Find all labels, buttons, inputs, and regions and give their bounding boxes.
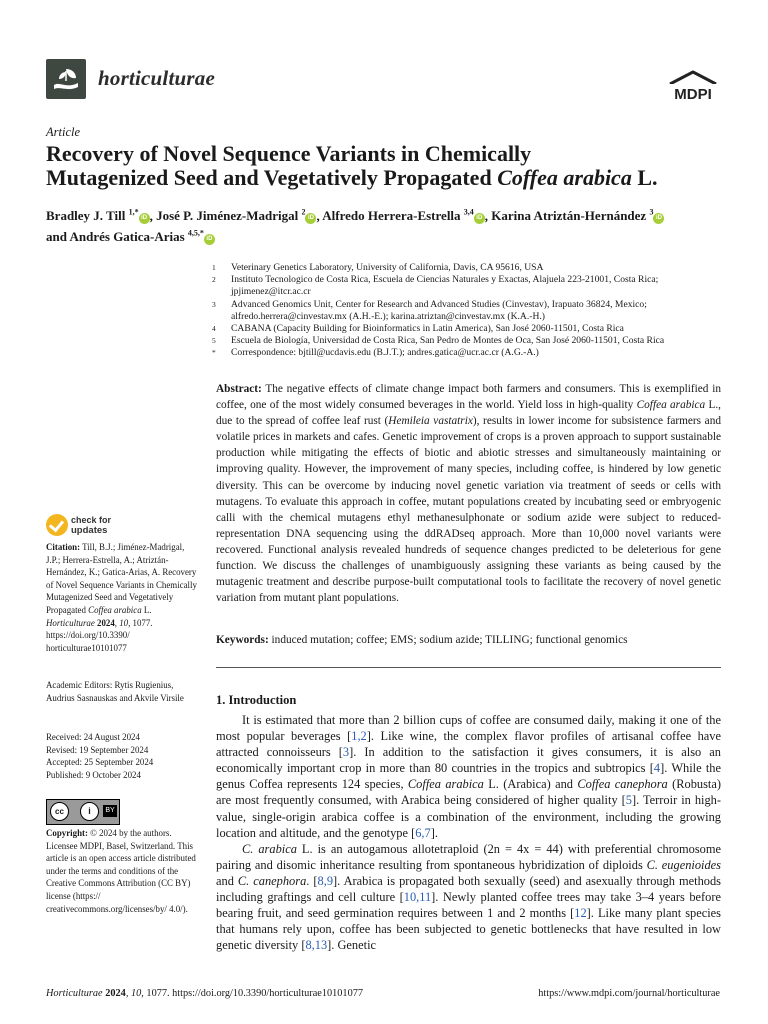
footer-doi-link[interactable]: 1077. https://doi.org/10.3390/horticulturae10101077 — [143, 988, 364, 999]
citation — [46, 541, 198, 654]
paragraph — [216, 841, 721, 954]
article-type: Article — [46, 125, 81, 139]
affiliation-text: Escuela de Biología, Universidad de Costa Rica, San Pedro de Montes de Oca, San José 2060-11501, Costa Rica — [231, 335, 665, 347]
journal-logo-icon — [46, 59, 86, 99]
cc-icon: cc — [50, 802, 69, 821]
article-title — [46, 142, 746, 190]
citation-text: Till, B.J.; Jiménez-Madrigal, J.P.; Herrera-Estrella, A.; Atriztán-Hernández, K.; Gatica-Arias, A. Recovery of Novel Sequence Variants in Chemically Mutagenized Seed and Vegetatively Propagated — [46, 542, 197, 615]
citation-link[interactable]: 4 — [653, 761, 661, 776]
abstract-label: Abstract: — [216, 383, 262, 395]
received-date: Received: 24 August 2024 — [46, 732, 140, 742]
species-name: Coffea canephora — [577, 777, 668, 792]
body-text: ]. Newly planted coffee trees may take 3–4 years before bearing fruit, and seed germination requires between 1 and 2 months [ — [216, 890, 722, 921]
body-text: ]. Like wine, the complex flavor profiles of artisanal coffee have attracted connoisseurs [ — [216, 729, 722, 760]
affiliation-text: Instituto Tecnologico de Costa Rica, Escuela de Ciencias Naturales y Exactas, Alajuela 223-21001, Costa Rica; jpjimenez@itcr.ac.cr — [231, 274, 659, 298]
orcid-icon[interactable]: iD — [653, 213, 664, 224]
published-date: Published: 9 October 2024 — [46, 769, 141, 780]
footer-year: 2024 — [102, 988, 126, 999]
body-text: L. (Arabica) and — [483, 777, 578, 792]
abstract-text: ), results in lower income for subsistence farmers and volatile prices in markets and cafes. Genetic improvement of crops is a proven approach to support sustainable production while mitigating the effects of biotic and abiotic stresses and simultaneously maintaining or improving quality. However, the improvement of many species, including coffee, is hindered by low genetic diversity. This can be overcome by inducing novel genetic variation via treatment of seeds or cells with mutagens. To evaluate this approach in coffee, mutant populations created by incubating seed or embryogenic calli with the chemical mutagens ethyl methanesulphonate or sodium azide were subject to reduced-representation DNA sequencing using the ddRADseq approach. More than 10,000 novel variants were recovered. Functional analysis revealed hundreds of sequence changes predicted to be deleterious for gene function. We discuss the challenges of unambiguously assigning these variants as being caused by the mutagenic treatment and describe purpose-built computational tools to facilitate the recovery of novel genetic variation from mutant plant populations. — [216, 415, 721, 605]
species-name: C. canephora — [237, 873, 307, 888]
abstract-text: The negative effects of climate change impact both farmers and consumers. This is exemplified in coffee, one of the most widely consumed beverages in the world. Yield loss in high-quality — [216, 383, 721, 412]
abstract-text: L., due to the spread of coffee leaf rust ( — [216, 399, 721, 428]
author-separator: , — [149, 208, 157, 224]
body-text: ]. Like many plant species that humans rely upon, coffee has been subjected to genetic bottlenecks that have resulted in low genetic diversity [ — [216, 906, 721, 953]
body-text: ]. While the genus Coffea represents 124 species, — [216, 761, 721, 792]
check-icon — [46, 514, 68, 536]
footer-citation — [46, 988, 363, 999]
affiliation — [212, 323, 724, 335]
citation-journal: Horticulturae — [46, 617, 95, 628]
check-label: updates — [71, 525, 108, 536]
author-list — [46, 204, 746, 245]
accepted-date: Accepted: 25 September 2024 — [46, 757, 154, 768]
keywords-label: Keywords: — [216, 634, 269, 646]
check-label: check for — [71, 515, 112, 525]
publisher-name: MDPI — [674, 86, 712, 103]
section-divider — [216, 667, 721, 668]
copyright — [46, 827, 198, 915]
footer-journal: Horticulturae — [46, 988, 103, 999]
citation-link[interactable]: 5 — [625, 793, 632, 808]
affiliation — [212, 274, 724, 298]
affiliation-number: * — [212, 348, 216, 358]
cc-by-license-badge[interactable] — [46, 799, 120, 825]
species-name: Coffea arabica — [407, 777, 484, 792]
title-line-1: Recovery of Novel Sequence Variants in Chemically — [46, 141, 532, 166]
copyright-text: © 2024 by the authors. Licensee MDPI, Basel, Switzerland. This article is an open access article distributed under the terms and conditions of the Creative Commons Attribution (CC BY) license (https:// creativecommons.org/licenses/by/ 4.0/). — [46, 828, 196, 914]
citation-link[interactable]: 12 — [574, 906, 587, 921]
species-name: C. eugenioides — [646, 857, 721, 872]
affiliation-number: 1 — [212, 263, 216, 272]
title-text: Mutagenized Seed and Vegetatively Propagated — [46, 165, 498, 190]
body-text: ]. Terroir in high-value, single-origin arabica coffee is a combination of the environment, including the growing location and altitude, and the genotype [ — [216, 793, 721, 840]
by-label: BY — [103, 805, 117, 817]
body-text: ]. Arabica is propagated both sexually (seed) and asexually through methods including graftings and cell culture [ — [216, 873, 722, 905]
abstract-species: Coffea arabica — [636, 399, 706, 412]
keywords-text: induced mutation; coffee; EMS; sodium azide; TILLING; functional genomics — [268, 634, 628, 646]
check-for-updates-button[interactable] — [46, 514, 176, 538]
correspondence — [212, 347, 724, 359]
mdpi-logo-icon — [666, 70, 720, 104]
citation-link[interactable]: 10,11 — [403, 890, 432, 905]
citation-doi-link[interactable]: 1077. https://doi.org/10.3390/ horticulturae10101077 — [46, 617, 153, 653]
affiliation-number: 4 — [212, 324, 216, 334]
keywords — [216, 632, 721, 648]
citation-link[interactable]: 1,2 — [351, 729, 367, 744]
body-text: It is estimated that more than 2 billion cups of coffee are consumed daily, making it one of the most popular beverages [ — [216, 713, 721, 744]
revised-date: Revised: 19 September 2024 — [46, 744, 149, 755]
body-text: ]. Genetic — [327, 938, 377, 953]
title-text: L. — [631, 165, 658, 190]
attribution-icon: i — [80, 802, 99, 821]
copyright-label: Copyright: — [46, 828, 88, 838]
author-separator: , — [316, 208, 323, 224]
author[interactable]: José P. Jiménez-Madrigal $^2$ — [156, 208, 306, 224]
abstract-species: Hemileia vastatrix — [388, 415, 473, 428]
author[interactable]: Bradley J. Till $^{1,*}$ — [46, 208, 139, 224]
introduction-body — [216, 712, 721, 953]
footer-journal-url[interactable]: https://www.mdpi.com/journal/horticulturae — [538, 988, 720, 999]
body-text: ]. In addition to the satisfaction it gives consumers, it is also an economically important crop in more than 80 countries in the tropics and subtropics [ — [216, 745, 721, 776]
affiliation-text: CABANA (Capacity Building for Bioinformatics in Latin America), San José 2060-11501, Costa Rica — [231, 323, 624, 335]
affiliation — [212, 335, 724, 347]
species-name: C. arabica — [242, 841, 297, 856]
section-heading: 1. Introduction — [216, 693, 297, 707]
academic-editors: Academic Editors: Rytis Rugienius, Audrius Sasnauskas and Akvile Virsile — [46, 680, 184, 703]
citation-link[interactable]: 6,7 — [415, 825, 431, 840]
publication-dates — [46, 731, 198, 781]
journal-name: horticulturae — [98, 66, 215, 90]
affiliation-number: 2 — [212, 275, 216, 285]
affiliation — [212, 262, 724, 274]
affiliation-text: Advanced Genomics Unit, Center for Research and Advanced Studies (Cinvestav), Irapuato 36824, Mexico; alfredo.herrera@cinvestav.mx (A.H.-E.); karina.atriztan@cinvestav.mx (K.A.-H.) — [231, 298, 647, 322]
title-species: Coffea arabica — [497, 165, 632, 190]
affiliation-text: Veterinary Genetics Laboratory, University of California, Davis, CA 95616, USA — [231, 262, 544, 273]
abstract — [216, 381, 721, 606]
paragraph — [216, 712, 721, 841]
author[interactable]: Alfredo Herrera-Estrella $^{3,4}$ — [322, 208, 474, 224]
citation-link[interactable]: 8,9 — [317, 873, 334, 888]
body-text: and — [216, 873, 238, 888]
orcid-icon[interactable]: iD — [474, 213, 485, 224]
orcid-icon[interactable]: iD — [204, 234, 215, 245]
citation-volume: , 10, — [114, 617, 131, 628]
body-text: L. is an autogamous allotetraploid (2n = 4x = 44) with preferential chromosome pairing and disomic inheritance resulting from spontaneous hybridization of diploids — [216, 841, 721, 872]
footer-volume: , 10, — [125, 988, 144, 999]
correspondence-text[interactable]: Correspondence: bjtill@ucdavis.edu (B.J.T.); andres.gatica@ucr.ac.cr (A.G.-A.) — [231, 347, 539, 359]
citation-link[interactable]: 8,13 — [305, 938, 328, 953]
author-separator: , — [484, 208, 492, 224]
affiliation-number: 3 — [212, 299, 216, 309]
citation-label: Citation: — [46, 542, 81, 552]
orcid-icon[interactable]: iD — [139, 213, 150, 224]
citation-text: L. — [141, 604, 152, 615]
citation-year: 2024 — [94, 617, 115, 628]
orcid-icon[interactable]: iD — [305, 213, 316, 224]
body-text: (Robusta) are most frequently consumed, with Arabica being considered of higher quality [ — [216, 777, 721, 808]
affiliation-list — [212, 262, 724, 360]
affiliation-number: 5 — [212, 336, 216, 346]
title-line-2 — [46, 166, 746, 190]
citation-species: Coffea arabica — [88, 604, 142, 615]
body-text: ]. — [430, 825, 438, 840]
author[interactable]: Karina Atriztán-Hernández $^3$ — [491, 208, 654, 224]
author[interactable]: and Andrés Gatica-Arias $^{4,5,*}$ — [46, 228, 204, 244]
body-text: . [ — [306, 873, 318, 888]
citation-link[interactable]: 3 — [342, 745, 350, 760]
affiliation — [212, 299, 724, 323]
